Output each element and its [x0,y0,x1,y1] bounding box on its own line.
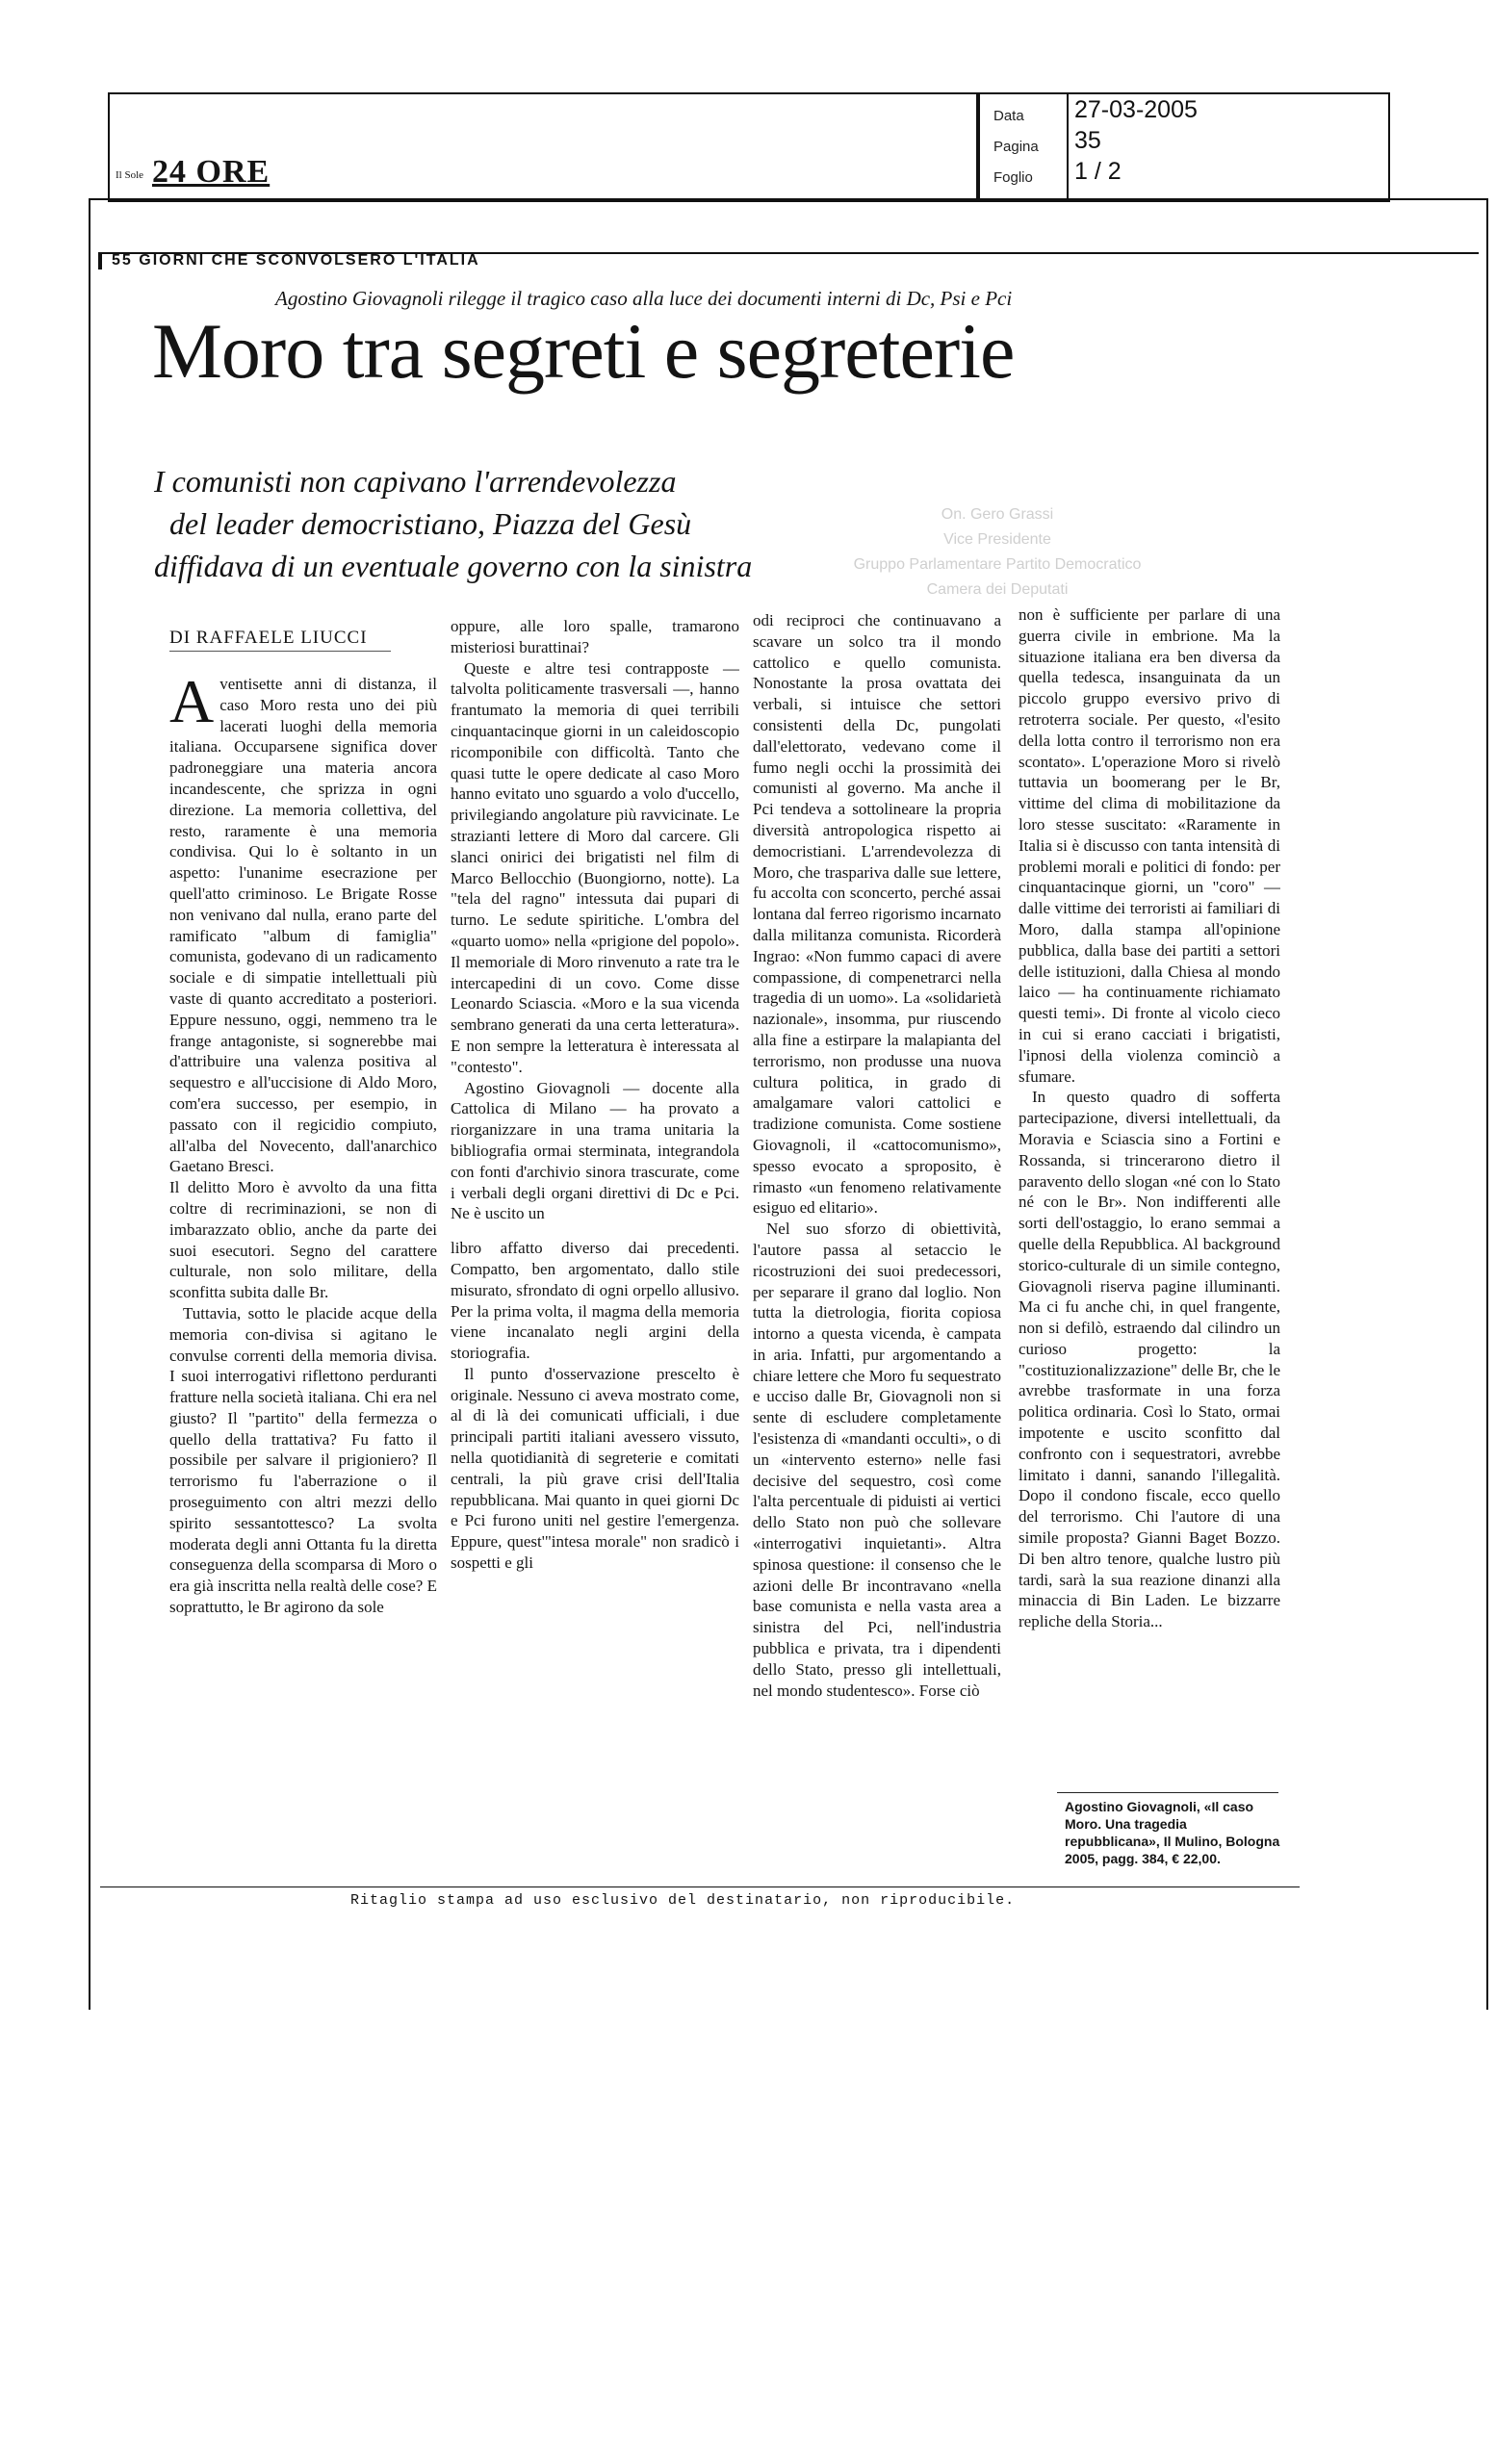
meta-label-page: Pagina [993,139,1039,155]
meta-value-date: 27-03-2005 [1074,96,1198,123]
paragraph: odi reciproci che continuavano a scavare un solco tra il mondo cattolico e quello comunista. Nonostante la prosa ovattata dei verbali, si intuisce che settori consistenti della Dc, pungolati dall'elettorato, vedevano come il fumo negli occhi la prossimità dei comunisti al governo. Ma anche il Pci tendeva a sottolineare la propria diversità antropologica rispetto ai democristiani. L'arrendevolezza di Moro, che traspariva dalle sue lettere, fu accolta con sconcerto, perché assai lontana dal ferreo rigorismo incarnato dalla militanza comunista. Ricorderà Ingrao: «Non fummo capaci di avere compassione, di compenetrarci nella tragedia di un uomo». La «solidarietà nazionale», insomma, pur riuscendo alla fine a estirpare la malapianta del terrorismo, non produsse una nuova cultura politica, in grado di amalgamare valori cattolici e tradizione comunista. Come sostiene Giovagnoli, il «cattocomunismo», spesso evocato a sproposito, è rimasto «un fenomeno relativamente esiguo ed elitario». [753,611,1001,1218]
meta-value-page: 35 [1074,127,1101,154]
stamp-line: Gruppo Parlamentare Partito Democratico [853,556,1142,573]
footer-notice: Ritaglio stampa ad uso esclusivo del destinatario, non riproducibile. [350,1892,1016,1909]
paragraph: Il punto d'osservazione prescelto è originale. Nessuno ci aveva mostrato come, al di là dei comunicati ufficiali, i due principali partiti italiani avessero vissuto, nella quotidianità di segreterie e comitati centrali, la più grave crisi dell'Italia repubblicana. Mai quanto in quei giorni Dc e Pci furono uniti nel gestire l'emergenza. Eppure, quest'"intesa morale" non sradicò i sospetti e gli [451,1364,739,1573]
masthead-box [108,92,980,202]
deck-line: I comunisti non capivano l'arrendevolezza [154,464,677,499]
paragraph: Il delitto Moro è avvolto da una fitta coltre di recriminazioni, se non di imbarazzato oblio, anche da parte dei suoi esecutori. Segno del carattere culturale, non solo militare, della sconfitta subita dalle Br. [169,1178,437,1302]
byline: DI RAFFAELE LIUCCI [169,628,368,648]
column-3 [753,610,1001,1877]
meta-label-date: Data [993,108,1024,124]
paragraph: In questo quadro di sofferta partecipazione, diversi intellettuali, da Moravia e Sciascia sino a Fortini e Rossanda, si trincerarono dietro il paravento dello slogan «né con lo Stato né con le Br». Non indifferenti alle sorti dell'ostaggio, lo erano semmai a quelle della Repubblica. Al background storico-culturale di un simile contegno, Giovagnoli riserva pagine illuminanti. Ma ci fu anche chi, in quel frangente, non si defilò, estraendo dal cilindro un curioso progetto: la "costituzionalizzazione" delle Br, che le avrebbe trasformate in una forza politica ordinaria. Così lo Stato, ormai impotente e uscito sconfitto dal confronto con i sequestratori, avrebbe limitato i danni, sanando l'illegalità. Dopo il condono fiscale, ecco quello del terrorismo. Chi l'autore di una simile proposta? Gianni Baget Bozzo. Di ben altro tenore, qualche lustro più tardi, sarà la sua reazione dinanzi alla minaccia di Bin Laden. Le bizzarre repliche della Storia... [1019,1088,1280,1631]
paragraph: non è sufficiente per parlare di una guerra civile in embrione. Ma la situazione italiana era ben diversa da quella tedesca, insanguinata da un piccolo gruppo eversivo privo di retroterra sociale. Per questo, «l'esito della lotta contro il terrorismo non era scontato». L'operazione Moro si rivelò tuttavia un boomerang per le Br, vittime del clima di mobilitazione da loro stesse suscitato: «Raramente in Italia si è discusso con tanta intensità di problemi morali e politici di fondo: per cinquantacinque giorni, un "coro" — dalle vittime dei terroristi ai familiari di Moro, dalla stampa all'opinione pubblica, dalla base dei partiti a settori delle istituzioni, dalla Chiesa al mondo laico — ha continuamente richiamato questi temi». Di fronte al vicolo cieco in cui si erano cacciati i brigatisti, l'ipnosi della violenza cominciò a sfumare. [1019,605,1280,1086]
paragraph: Nel suo sforzo di obiettività, l'autore passa al setaccio le ricostruzioni dei suoi predecessori, per separare il grano dal loglio. Non tutta la dietrologia, fiorita copiosa intorno a questa vicenda, è campata in aria. Infatti, pur argomentando a chiare lettere che Moro fu sequestrato e ucciso dalle Br, Giovagnoli non si sente di escludere completamente l'esistenza di «mandanti occulti», o di un «intervento esterno» nelle fasi decisive del sequestro, così come l'alta percentuale di piduisti ai vertici dello Stato non può che sollevare «interrogativi inquietanti». Altra spinosa questione: il consenso che le azioni delle Br incontravano «nella base comunista e nella vasta area a sinistra del Pci, nell'industria pubblica e privata, tra i dipendenti dello Stato, presso gli intellettuali, nel mondo studentesco». Forse ciò [753,1219,1001,1700]
stamp-line: Camera dei Deputati [926,581,1069,598]
meta-divider [1067,94,1069,200]
deck-line: diffidava di un eventuale governo con la sinistra [154,549,753,583]
paragraph: Queste e altre tesi contrapposte — talvolta politicamente trasversali —, hanno frantumato la memoria di quei terribili cinquantacinque giorni in un caleidoscopio ricomponibile con difficoltà. Tanto che quasi tutte le opere dedicate al caso Moro hanno evitato uno sguardo a volo d'uccello, privilegiando angolature più ravvicinate. Le strazianti lettere di Moro dal carcere. Gli slanci onirici dei brigatisti nel film di Marco Bellocchio (Buongiorno, notte). La "tela del ragno" intessuta dai pupari di turno. Le sedute spiritiche. L'ombra del «quarto uomo» nella «prigione del popolo». Il memoriale di Moro rinvenuto a rate tra le intercapedini di un covo. Come disse Leonardo Sciascia. «Moro e la sua vicenda sembrano generati da una certa letteratura». E non sempre la letteratura è interessata al "contesto". [451,658,739,1076]
headline: Moro tra segreti e segreterie [152,307,1015,395]
column-2 [451,616,739,1877]
section-kicker: 55 GIORNI CHE SCONVOLSERO L'ITALIA [112,252,480,269]
column-1 [169,674,437,1877]
book-info-rule [1057,1792,1278,1793]
paragraph-text: ventisette anni di distanza, il caso Moro resta uno dei più lacerati luoghi della memoria italiana. Occuparsene significa dover padroneggiare una materia ancora incandescente, che sprizza in ogni direzione. La memoria collettiva, del resto, raramente è una memoria condivisa. Qui lo è soltanto in un aspetto: l'unanime esecrazione per quell'atto criminoso. Le Brigate Rosse non venivano dal nulla, erano parte del ramificato "album di famiglia" comunista, godevano di un radicamento sociale e di simpatie intellettuali più vaste di quanto accreditato a posteriori. Eppure nessuno, oggi, nemmeno tra le frange antagoniste, si sognerebbe mai d'attribuire una valenza positiva al sequestro e all'uccisione di Aldo Moro, com'era successo, per esempio, in passato con il regicidio compiuto, all'alba del Novecento, dall'anarchico Gaetano Bresci. [169,675,437,1176]
logo-small: Il Sole [116,169,144,181]
stamp-line: On. Gero Grassi [941,506,1054,523]
drop-cap: A [169,674,215,735]
paragraph: Tuttavia, sotto le placide acque della memoria con-divisa si agitano le convulse correnti della memoria divisa. I suoi interrogativi riflettono perduranti fratture nella società italiana. Chi era nel giusto? Il "partito" della fermezza o quello della trattativa? Fu fatto il possibile per salvare il prigioniero? Il terrorismo fu l'aberrazione o il proseguimento con altri mezzi dello spirito sessantottesco? La svolta moderata degli anni Ottanta fu la diretta conseguenza della scomparsa di Moro o era già inscritta nella realtà delle cose? E soprattutto, le Br agirono da sole [169,1303,437,1617]
column-4 [1019,604,1280,1788]
stamp-line: Vice Presidente [943,531,1051,548]
paragraph: oppure, alle loro spalle, tramarono misteriosi burattinai? [451,617,739,656]
footer-rule [100,1886,1300,1887]
paragraph: Agostino Giovagnoli — docente alla Cattolica di Milano — ha provato a riorganizzare in una trama unitaria la bibliografia ormai sterminata, integrandola con fonti d'archivio sinora trascurate, come i verbali degli organi direttivi di Dc e Pci. Ne è uscito un [451,1078,739,1223]
newspaper-logo: 24 ORE [152,154,271,190]
deck [154,460,809,587]
book-info: Agostino Giovagnoli, «Il caso Moro. Una tragedia repubblicana», Il Mulino, Bologna 2005, pagg. 384, € 22,00. [1065,1799,1280,1866]
deck-line: del leader democristiano, Piazza del Gesù [169,506,692,541]
kicker-marker [98,252,102,270]
deputy-stamp [805,502,1190,603]
meta-value-sheet: 1 / 2 [1074,158,1122,185]
paragraph: libro affatto diverso dai precedenti. Compatto, ben argomentato, dallo stile misurato, sfrondato di ogni orpello allusivo. Per la prima volta, il magma della memoria viene incanalato negli argini della storiografia. [451,1239,739,1363]
byline-rule [169,651,391,652]
paragraph [169,674,437,1177]
meta-box [976,92,1390,202]
subkicker: Agostino Giovagnoli rilegge il tragico caso alla luce dei documenti interni di Dc, Psi e Pci [275,287,1013,310]
meta-label-sheet: Foglio [993,169,1033,186]
